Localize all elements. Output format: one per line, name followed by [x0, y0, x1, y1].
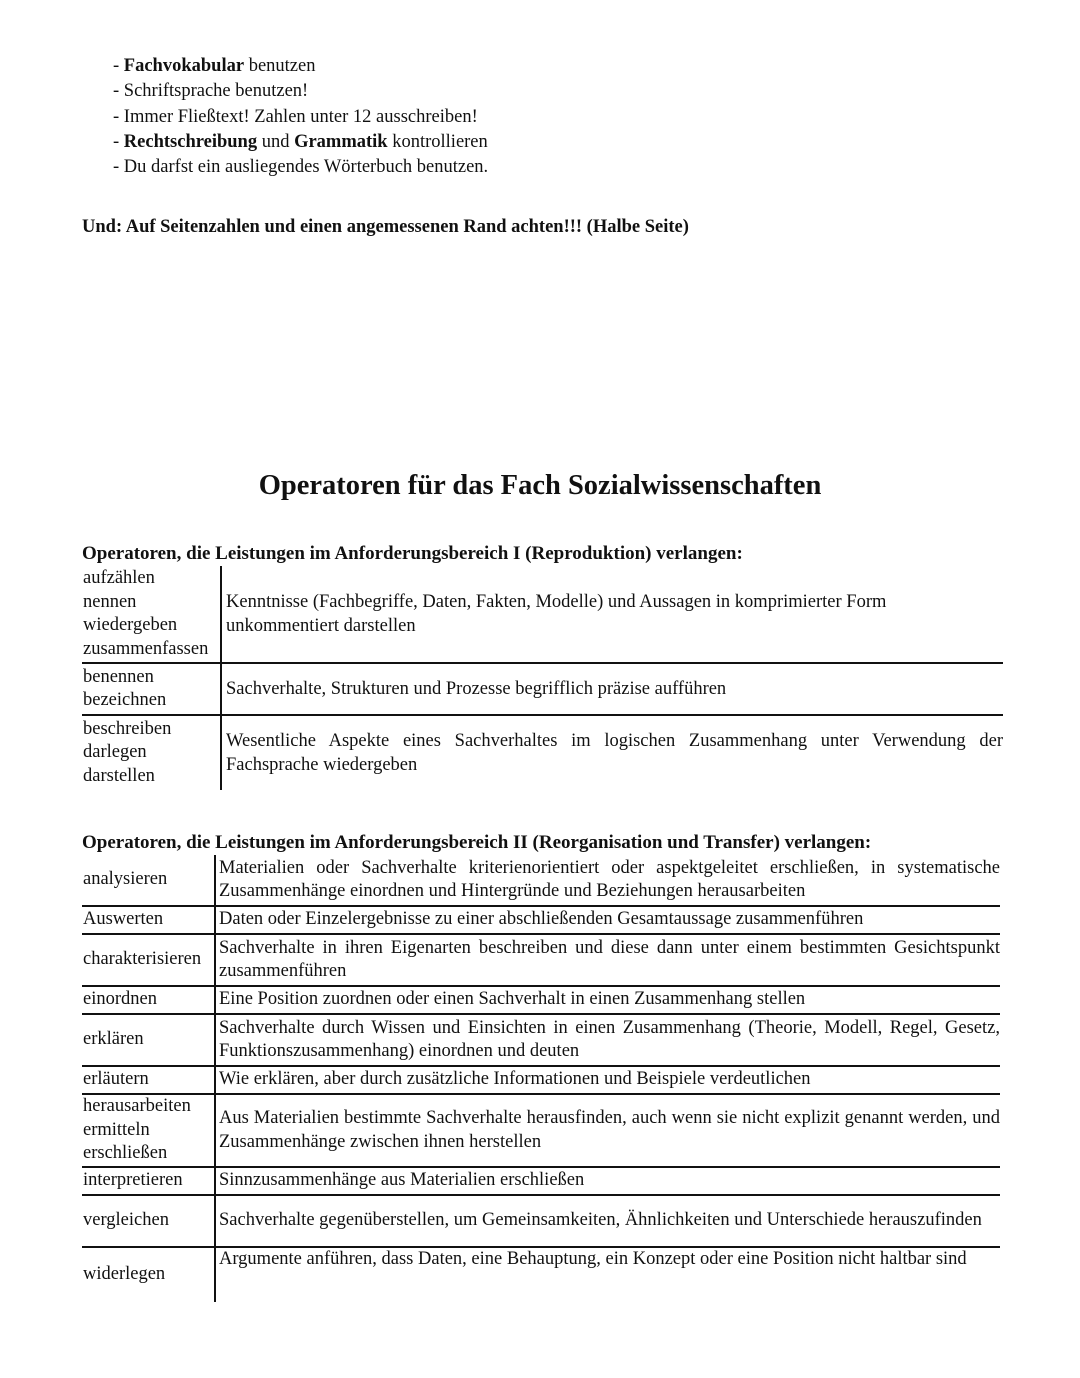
operator-term: erläutern — [83, 1069, 149, 1090]
operator-description: Sachverhalte, Strukturen und Prozesse begrifflich präzise aufführen — [221, 663, 1003, 715]
operator-table-afb2 — [82, 855, 1000, 1302]
operator-terms — [82, 663, 221, 715]
operator-table-afb1 — [82, 566, 1003, 790]
operator-terms — [82, 934, 215, 986]
table-row — [82, 906, 1000, 934]
operator-terms — [82, 1066, 215, 1094]
bullet-item — [113, 130, 488, 155]
table-row — [82, 1247, 1000, 1302]
operator-term: bezeichnen — [83, 690, 167, 710]
table-row — [82, 1014, 1000, 1066]
operator-term: erschließen — [83, 1143, 168, 1164]
operator-term: vergleichen — [83, 1210, 169, 1231]
bullet-marker: - — [113, 106, 124, 127]
bullet-text: kontrollieren — [387, 131, 488, 152]
bullet-text: benutzen — [244, 56, 316, 76]
operator-term: nennen — [83, 591, 137, 612]
table-row — [82, 1066, 1000, 1094]
operator-description: Kenntnisse (Fachbegriffe, Daten, Fakten, Modelle) und Aussagen in komprimierter Form unkommentiert darstellen — [226, 592, 887, 636]
bullet-emphasis: Grammatik — [294, 131, 388, 152]
bullet-emphasis: Fachvokabular — [123, 56, 245, 76]
table-row — [82, 1195, 1000, 1247]
page-title: Operatoren für das Fach Sozialwissenschaften — [258, 470, 822, 501]
operator-terms — [82, 855, 215, 906]
operator-term: darlegen — [83, 742, 147, 763]
bullet-item — [113, 155, 488, 180]
operator-description: Aus Materialien bestimmte Sachverhalte herausfinden, auch wenn sie nicht explizit genannt werden, und Zusammenhänge zwischen ihnen herstellen — [215, 1094, 1000, 1167]
operator-terms — [82, 906, 215, 934]
operator-description: Daten oder Einzelergebnisse zu einer abschließenden Gesamtaussage zusammenführen — [215, 906, 1000, 934]
table-row — [82, 663, 1003, 715]
bullet-item — [113, 54, 488, 79]
operator-term: charakterisieren — [83, 949, 202, 970]
margin-note: Und: Auf Seitenzahlen und einen angemessenen Rand achten!!! (Halbe Seite) — [82, 217, 689, 237]
table-row — [82, 1167, 1000, 1195]
table-row — [82, 934, 1000, 986]
operator-description: Sachverhalte gegenüberstellen, um Gemeinsamkeiten, Ähnlichkeiten und Unterschiede herauszufinden — [215, 1195, 1000, 1247]
operator-description: Eine Position zuordnen oder einen Sachverhalt in einen Zusammenhang stellen — [215, 986, 1000, 1014]
operator-term: ermitteln — [83, 1119, 150, 1140]
operator-terms — [82, 1195, 215, 1247]
section-heading-afb1: Operatoren, die Leistungen im Anforderungsbereich I (Reproduktion) verlangen: — [82, 543, 743, 564]
bullet-item — [113, 79, 488, 104]
operator-description: Argumente anführen, dass Daten, eine Behauptung, ein Konzept oder eine Position nicht haltbar sind — [215, 1247, 1000, 1302]
operator-term: Auswerten — [83, 909, 164, 930]
table-row — [82, 566, 1003, 663]
operator-term: einordnen — [83, 989, 157, 1010]
operator-description: Wesentliche Aspekte eines Sachverhaltes im logischen Zusammenhang unter Verwendung der Fachsprache wiedergeben — [221, 715, 1003, 790]
operator-term: wiedergeben — [83, 615, 178, 635]
table-row — [82, 986, 1000, 1014]
table-row — [82, 715, 1003, 790]
operator-term: beschreiben — [83, 718, 172, 739]
table-row — [82, 855, 1000, 906]
operator-terms — [82, 986, 215, 1014]
operator-description: Sachverhalte in ihren Eigenarten beschreiben und diese dann unter einem bestimmten Gesichtspunkt zusammenführen — [215, 934, 1000, 986]
operator-description: Materialien oder Sachverhalte kriterienorientiert oder aspektgeleitet erschließen, in systematische Zusammenhänge einordnen und Hintergründe und Beziehungen herausarbeiten — [219, 857, 1000, 901]
operator-terms — [82, 1167, 215, 1195]
operator-terms — [82, 566, 221, 663]
bullet-marker: - — [113, 56, 124, 76]
instruction-list — [113, 54, 488, 180]
operator-term: aufzählen — [83, 568, 155, 588]
bullet-marker: - — [113, 131, 124, 152]
operator-term: widerlegen — [83, 1264, 166, 1285]
operator-term: interpretieren — [83, 1170, 183, 1191]
operator-terms — [82, 715, 221, 790]
bullet-text: Du darfst ein ausliegendes Wörterbuch benutzen. — [123, 157, 489, 178]
operator-term: herausarbeiten — [83, 1096, 191, 1117]
operator-terms — [82, 1247, 215, 1302]
bullet-marker: - — [113, 81, 124, 102]
operator-term: analysieren — [83, 869, 168, 890]
bullet-emphasis: Rechtschreibung — [123, 131, 258, 152]
operator-term: erklären — [83, 1029, 144, 1050]
operator-terms — [82, 1094, 215, 1167]
operator-term: zusammenfassen — [83, 638, 209, 659]
operator-term: benennen — [83, 666, 154, 687]
operator-term: darstellen — [83, 765, 155, 786]
bullet-text: und — [257, 131, 295, 152]
bullet-item — [113, 105, 488, 130]
bullet-text: Immer Fließtext! Zahlen unter 12 ausschreiben! — [123, 106, 478, 127]
bullet-text: Schriftsprache benutzen! — [123, 81, 309, 102]
operator-description: Wie erklären, aber durch zusätzliche Informationen und Beispiele verdeutlichen — [215, 1066, 1000, 1094]
bullet-marker: - — [113, 157, 124, 178]
section-heading-afb2: Operatoren, die Leistungen im Anforderungsbereich II (Reorganisation und Transfer) verlangen: — [82, 832, 872, 853]
operator-terms — [82, 1014, 215, 1066]
operator-description: Sachverhalte durch Wissen und Einsichten in einen Zusammenhang (Theorie, Modell, Regel, Gesetz, Funktionszusammenhang) einordnen und deuten — [215, 1014, 1000, 1066]
operator-description: Sinnzusammenhänge aus Materialien erschließen — [215, 1167, 1000, 1195]
table-row — [82, 1094, 1000, 1167]
